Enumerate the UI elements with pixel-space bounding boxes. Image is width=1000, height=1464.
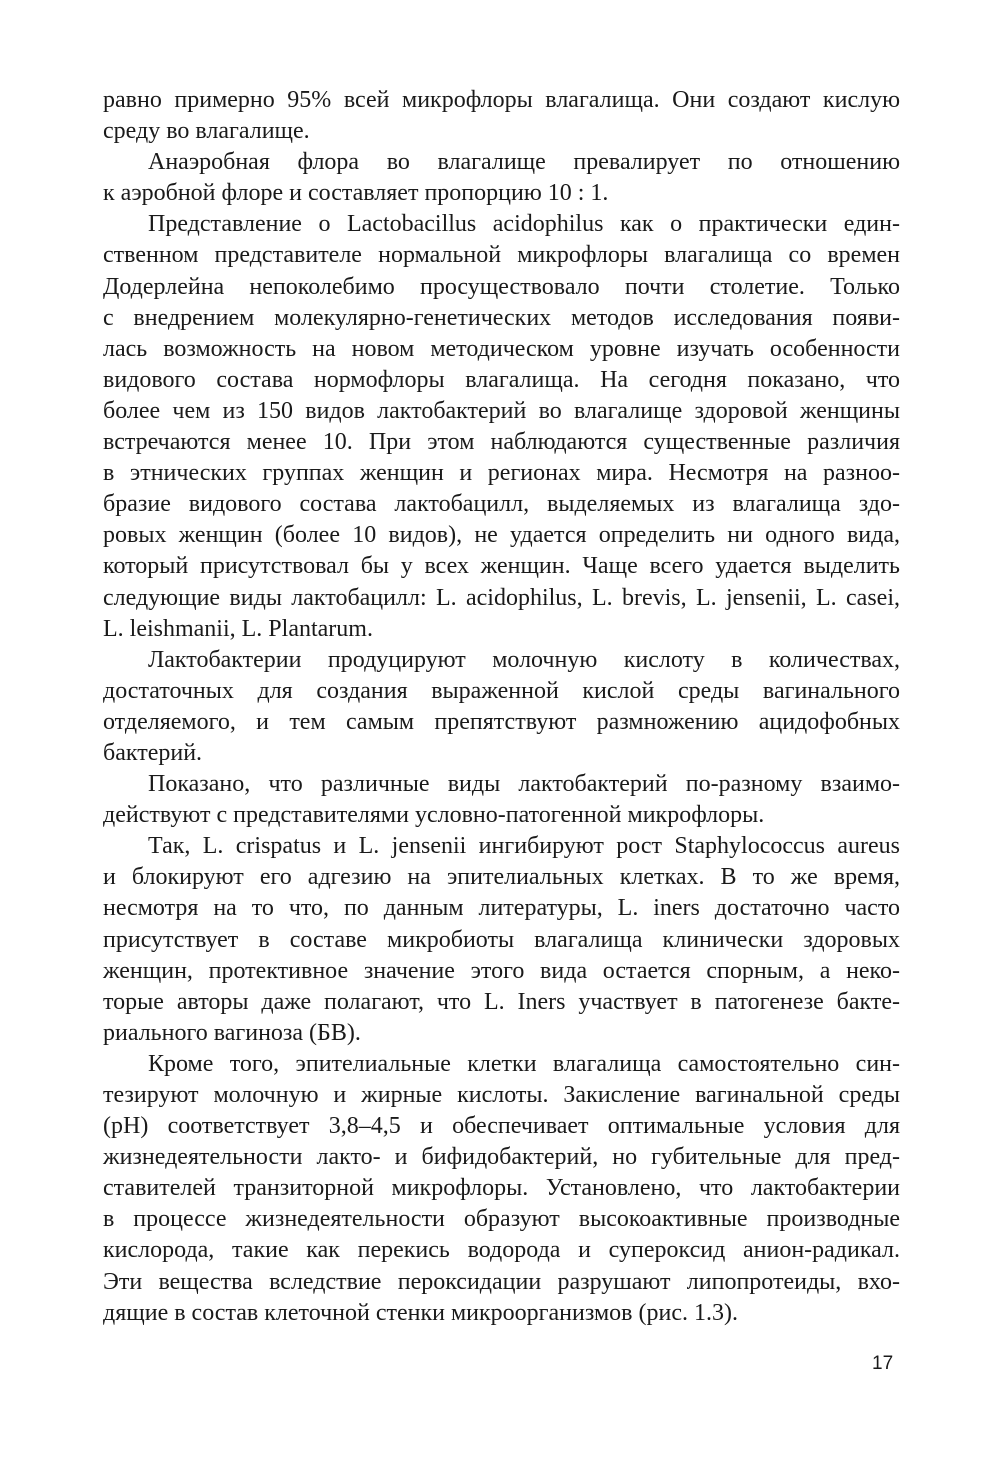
page-body-text: [103, 85, 900, 1329]
text-line: лась возможность на новом методическом уровне изучать особенности: [103, 335, 900, 362]
text-line: торые авторы даже полагают, что L. Iners участвует в патогенезе бакте-: [103, 988, 900, 1015]
text-line: среду во влагалище.: [103, 118, 310, 145]
text-line: отделяемого, и тем самым препятствуют размножению ацидофобных: [103, 708, 900, 735]
paragraph: [103, 1049, 900, 1329]
text-line: Эти вещества вследствие пероксидации разрушают липопротеиды, вхо-: [103, 1268, 900, 1295]
text-line: ровых женщин (более 10 видов), не удается определить ни одного вида,: [103, 522, 900, 549]
paragraph: [103, 147, 900, 209]
text-line: к аэробной флоре и составляет пропорцию 10 : 1.: [103, 180, 609, 207]
text-line: бактерий.: [103, 739, 203, 766]
paragraph: [103, 769, 900, 831]
text-line: ставителей транзиторной микрофлоры. Установлено, что лактобактерии: [103, 1175, 900, 1202]
paragraph: [103, 85, 900, 147]
text-line: встречаются менее 10. При этом наблюдаются существенные различия: [103, 429, 900, 456]
text-line: в этнических группах женщин и регионах мира. Несмотря на разноо-: [103, 460, 900, 487]
paragraph: [103, 831, 900, 1049]
text-line: достаточных для создания выраженной кислой среды вагинального: [103, 677, 900, 704]
text-line: с внедрением молекулярно-генетических методов исследования появи-: [103, 304, 900, 331]
text-line: (pH) соответствует 3,8–4,5 и обеспечивает оптимальные условия для: [103, 1113, 900, 1140]
text-line: Анаэробная флора во влагалище превалирует по отношению: [148, 149, 900, 176]
paragraph: [103, 209, 900, 644]
text-line: равно примерно 95% всей микрофлоры влагалища. Они создают кислую: [103, 87, 900, 113]
text-line: который присутствовал бы у всех женщин. Чаще всего удается выделить: [103, 553, 900, 580]
text-line: женщин, протективное значение этого вида остается спорным, а неко-: [103, 957, 900, 984]
paragraph: [103, 645, 900, 769]
text-line: несмотря на то что, по данным литературы, L. iners достаточно часто: [103, 895, 900, 922]
text-line: более чем из 150 видов лактобактерий во влагалище здоровой женщины: [103, 397, 900, 424]
text-line: Так, L. crispatus и L. jensenii ингибируют рост Staphylococcus aureus: [148, 833, 900, 860]
text-line: Представление о Lactobacillus acidophilus как о практически един-: [148, 211, 900, 238]
text-line: Додерлейна непоколебимо просуществовало почти столетие. Только: [103, 273, 900, 300]
text-line: и блокируют его адгезию на эпителиальных клетках. В то же время,: [103, 864, 900, 891]
text-line: Показано, что различные виды лактобактерий по-разному взаимо-: [148, 771, 900, 798]
text-line: видового состава нормофлоры влагалища. На сегодня показано, что: [103, 366, 900, 393]
text-line: кислорода, такие как перекись водорода и супероксид анион-радикал.: [103, 1237, 900, 1264]
text-line: жизнедеятельности лакто- и бифидобактерий, но губительные для пред-: [103, 1144, 900, 1171]
text-line: L. leishmanii, L. Plantarum.: [103, 615, 373, 642]
text-line: Кроме того, эпителиальные клетки влагалища самостоятельно син-: [148, 1050, 900, 1077]
text-line: дящие в состав клеточной стенки микроорганизмов (рис. 1.3).: [103, 1299, 738, 1326]
text-line: действуют с представителями условно-патогенной микрофлоры.: [103, 802, 765, 829]
text-line: тезируют молочную и жирные кислоты. Закисление вагинальной среды: [103, 1082, 900, 1108]
text-line: присутствует в составе микробиоты влагалища клинически здоровых: [103, 926, 900, 953]
text-line: в процессе жизнедеятельности образуют высокоактивные производные: [103, 1206, 900, 1233]
text-line: бразие видового состава лактобацилл, выделяемых из влагалища здо-: [103, 491, 900, 518]
text-line: Лактобактерии продуцируют молочную кислоту в количествах,: [148, 646, 900, 673]
text-line: ственном представителе нормальной микрофлоры влагалища со времен: [103, 242, 900, 269]
text-line: риального вагиноза (БВ).: [103, 1019, 361, 1046]
page-number: 17: [872, 1353, 894, 1374]
text-line: следующие виды лактобацилл: L. acidophilus, L. brevis, L. jensenii, L. casei,: [103, 584, 900, 611]
